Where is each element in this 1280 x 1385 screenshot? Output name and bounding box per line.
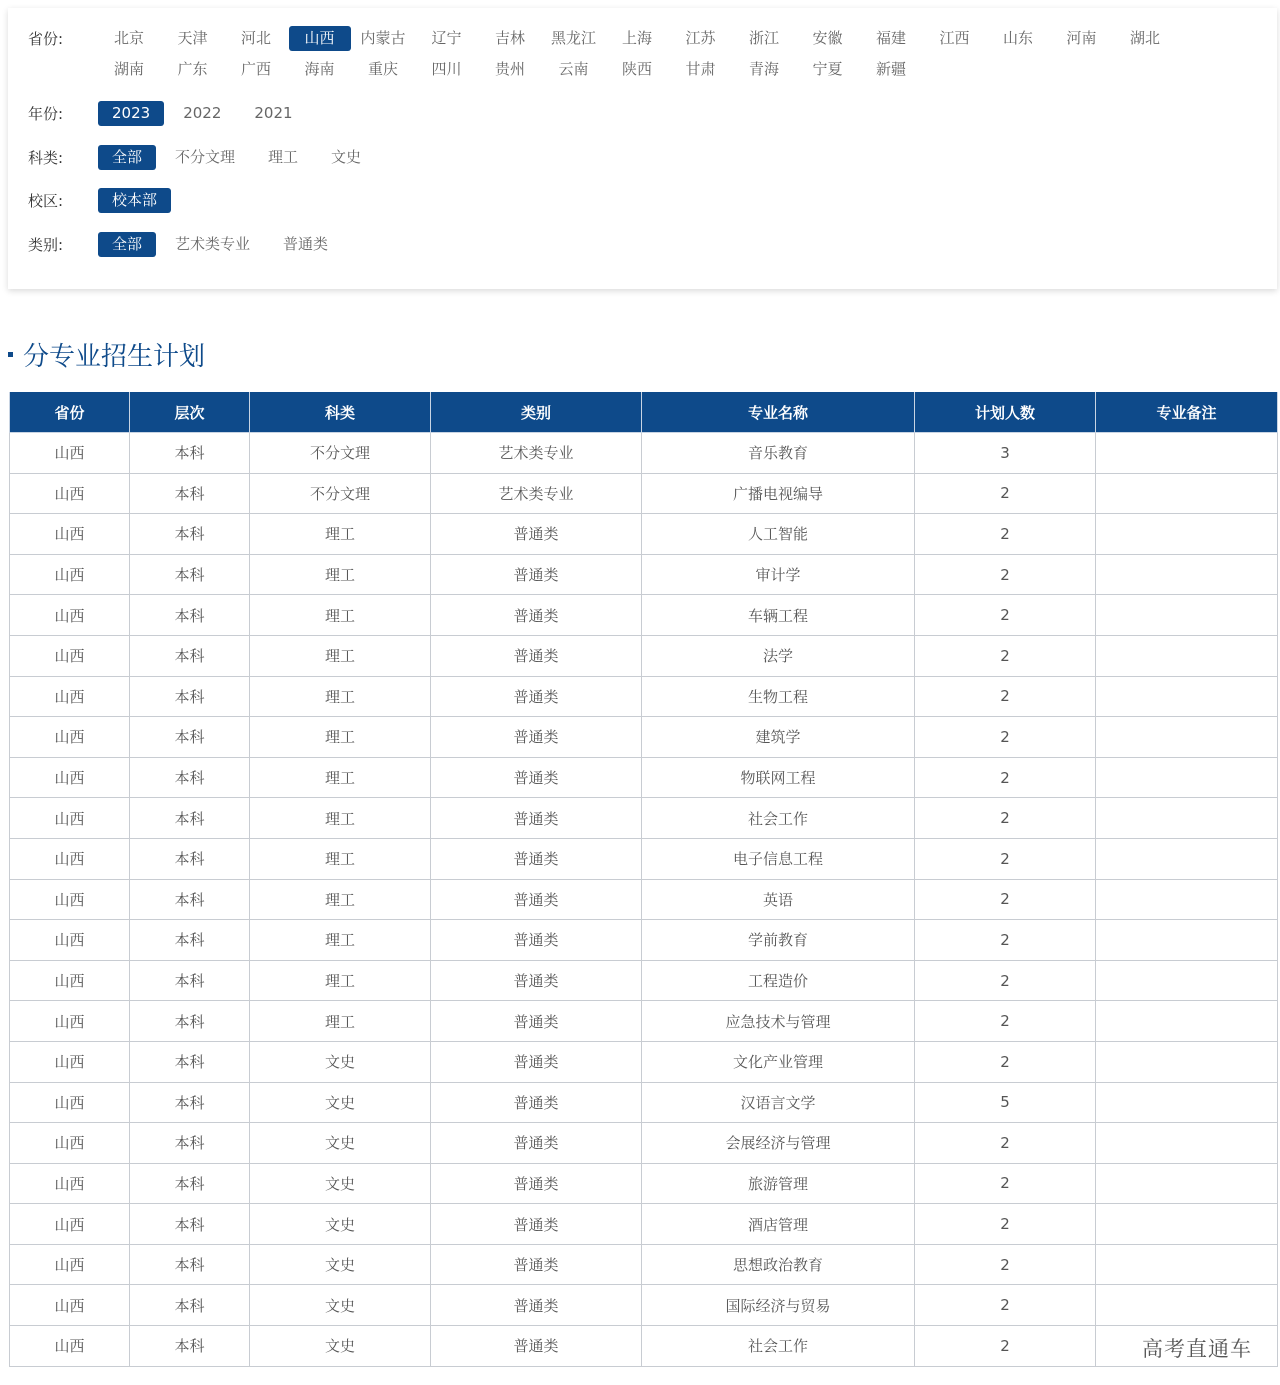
cell-level: 本科	[130, 1082, 250, 1123]
cell-major: 英语	[642, 879, 915, 920]
header-subject: 科类	[250, 392, 431, 433]
cell-subject: 文史	[250, 1285, 431, 1326]
cell-level: 本科	[130, 1204, 250, 1245]
cell-major: 应急技术与管理	[642, 1001, 915, 1042]
cell-level: 本科	[130, 595, 250, 636]
cell-plan-count: 2	[915, 757, 1096, 798]
cell-subject: 理工	[250, 554, 431, 595]
cell-remark	[1096, 960, 1278, 1001]
cell-category: 普通类	[431, 879, 642, 920]
table-row	[10, 473, 1278, 514]
cell-remark	[1096, 676, 1278, 717]
table-row	[10, 554, 1278, 595]
cell-remark	[1096, 1244, 1278, 1285]
province-option[interactable]: 河南	[1066, 29, 1097, 47]
category-option[interactable]: 艺术类专业	[175, 235, 251, 253]
cell-subject: 文史	[250, 1244, 431, 1285]
cell-level: 本科	[130, 1326, 250, 1367]
cell-remark	[1096, 838, 1278, 879]
year-option[interactable]: 2023	[98, 101, 164, 126]
table-row	[10, 798, 1278, 839]
cell-province: 山西	[10, 920, 130, 961]
table-row	[10, 757, 1278, 798]
cell-remark	[1096, 1204, 1278, 1245]
cell-category: 普通类	[431, 1041, 642, 1082]
cell-plan-count: 2	[915, 920, 1096, 961]
cell-level: 本科	[130, 514, 250, 555]
table-row	[10, 960, 1278, 1001]
cell-province: 山西	[10, 433, 130, 474]
province-option[interactable]: 山东	[1002, 29, 1033, 47]
header-plan-count: 计划人数	[915, 392, 1096, 433]
cell-level: 本科	[130, 1123, 250, 1164]
cell-province: 山西	[10, 798, 130, 839]
province-option[interactable]: 青海	[748, 60, 779, 78]
province-option[interactable]: 江西	[939, 29, 970, 47]
cell-remark	[1096, 1082, 1278, 1123]
cell-remark	[1096, 757, 1278, 798]
cell-category: 普通类	[431, 595, 642, 636]
cell-province: 山西	[10, 635, 130, 676]
heading-marker	[8, 352, 13, 357]
cell-level: 本科	[130, 554, 250, 595]
header-major: 专业名称	[642, 392, 915, 433]
cell-category: 艺术类专业	[431, 473, 642, 514]
province-option[interactable]: 湖北	[1129, 29, 1160, 47]
cell-province: 山西	[10, 514, 130, 555]
province-option[interactable]: 新疆	[875, 60, 906, 78]
category-filter-label: 类别:	[28, 236, 64, 254]
province-option[interactable]: 山西	[289, 26, 351, 51]
cell-category: 艺术类专业	[431, 433, 642, 474]
province-options	[98, 26, 1237, 88]
cell-major: 生物工程	[642, 676, 915, 717]
header-category: 类别	[431, 392, 642, 433]
cell-category: 普通类	[431, 554, 642, 595]
cell-major: 国际经济与贸易	[642, 1285, 915, 1326]
cell-major: 车辆工程	[642, 595, 915, 636]
year-filter-label: 年份:	[28, 105, 64, 123]
table-row	[10, 920, 1278, 961]
cell-major: 物联网工程	[642, 757, 915, 798]
table-row	[10, 1123, 1278, 1164]
cell-province: 山西	[10, 1082, 130, 1123]
cell-category: 普通类	[431, 798, 642, 839]
cell-category: 普通类	[431, 635, 642, 676]
cell-province: 山西	[10, 757, 130, 798]
table-row	[10, 676, 1278, 717]
category-option[interactable]: 普通类	[283, 235, 329, 253]
cell-category: 普通类	[431, 514, 642, 555]
cell-plan-count: 2	[915, 514, 1096, 555]
cell-province: 山西	[10, 554, 130, 595]
cell-subject: 理工	[250, 595, 431, 636]
cell-province: 山西	[10, 1285, 130, 1326]
cell-major: 文化产业管理	[642, 1041, 915, 1082]
cell-subject: 理工	[250, 838, 431, 879]
year-option[interactable]: 2021	[254, 104, 293, 122]
cell-plan-count: 2	[915, 1163, 1096, 1204]
cell-major: 建筑学	[642, 717, 915, 758]
cell-level: 本科	[130, 1001, 250, 1042]
cell-plan-count: 2	[915, 838, 1096, 879]
cell-level: 本科	[130, 1244, 250, 1285]
cell-remark	[1096, 635, 1278, 676]
province-option[interactable]: 广西	[240, 60, 271, 78]
province-option[interactable]: 福建	[875, 29, 906, 47]
cell-level: 本科	[130, 1163, 250, 1204]
province-option[interactable]: 天津	[177, 29, 208, 47]
cell-remark	[1096, 1123, 1278, 1164]
cell-major: 审计学	[642, 554, 915, 595]
cell-province: 山西	[10, 1001, 130, 1042]
header-province: 省份	[10, 392, 130, 433]
cell-plan-count: 2	[915, 798, 1096, 839]
cell-level: 本科	[130, 676, 250, 717]
cell-province: 山西	[10, 1163, 130, 1204]
cell-category: 普通类	[431, 1001, 642, 1042]
table-row	[10, 1326, 1278, 1367]
cell-remark	[1096, 717, 1278, 758]
cell-plan-count: 2	[915, 717, 1096, 758]
header-remark: 专业备注	[1096, 392, 1278, 433]
cell-remark	[1096, 1285, 1278, 1326]
cell-level: 本科	[130, 960, 250, 1001]
province-option[interactable]: 黑龙江	[550, 29, 596, 47]
cell-subject: 文史	[250, 1163, 431, 1204]
cell-province: 山西	[10, 676, 130, 717]
province-option[interactable]: 江苏	[685, 29, 716, 47]
cell-major: 广播电视编导	[642, 473, 915, 514]
table-row	[10, 1041, 1278, 1082]
province-option[interactable]: 海南	[304, 60, 335, 78]
cell-subject: 理工	[250, 1001, 431, 1042]
table-row	[10, 635, 1278, 676]
year-options	[98, 101, 1237, 132]
cell-major: 汉语言文学	[642, 1082, 915, 1123]
cell-category: 普通类	[431, 1326, 642, 1367]
year-option[interactable]: 2022	[183, 104, 222, 122]
cell-major: 电子信息工程	[642, 838, 915, 879]
cell-remark	[1096, 920, 1278, 961]
province-option[interactable]: 广东	[177, 60, 208, 78]
cell-plan-count: 2	[915, 1123, 1096, 1164]
cell-plan-count: 2	[915, 1001, 1096, 1042]
cell-plan-count: 5	[915, 1082, 1096, 1123]
cell-province: 山西	[10, 1326, 130, 1367]
subject-option[interactable]: 理工	[268, 148, 299, 166]
subject-option[interactable]: 不分文理	[175, 148, 236, 166]
province-option[interactable]: 内蒙古	[360, 29, 406, 47]
cell-subject: 理工	[250, 717, 431, 758]
cell-remark	[1096, 514, 1278, 555]
table-row	[10, 433, 1278, 474]
cell-plan-count: 2	[915, 879, 1096, 920]
enrollment-plan-table	[9, 392, 1278, 1367]
cell-province: 山西	[10, 960, 130, 1001]
cell-major: 社会工作	[642, 798, 915, 839]
province-option[interactable]: 北京	[113, 29, 144, 47]
cell-subject: 理工	[250, 514, 431, 555]
cell-major: 法学	[642, 635, 915, 676]
cell-category: 普通类	[431, 1244, 642, 1285]
cell-province: 山西	[10, 879, 130, 920]
table-row	[10, 595, 1278, 636]
cell-level: 本科	[130, 635, 250, 676]
cell-remark	[1096, 1041, 1278, 1082]
table-row	[10, 1204, 1278, 1245]
category-option[interactable]: 全部	[98, 232, 156, 257]
cell-subject: 不分文理	[250, 473, 431, 514]
cell-province: 山西	[10, 473, 130, 514]
subject-option[interactable]: 文史	[331, 148, 362, 166]
province-option[interactable]: 重庆	[367, 60, 398, 78]
campus-options	[98, 188, 1237, 219]
table-row	[10, 838, 1278, 879]
cell-category: 普通类	[431, 676, 642, 717]
cell-major: 思想政治教育	[642, 1244, 915, 1285]
cell-level: 本科	[130, 1285, 250, 1326]
cell-subject: 文史	[250, 1204, 431, 1245]
cell-category: 普通类	[431, 960, 642, 1001]
cell-level: 本科	[130, 473, 250, 514]
cell-major: 社会工作	[642, 1326, 915, 1367]
cell-major: 人工智能	[642, 514, 915, 555]
cell-subject: 文史	[250, 1326, 431, 1367]
cell-major: 会展经济与管理	[642, 1123, 915, 1164]
cell-subject: 理工	[250, 757, 431, 798]
cell-category: 普通类	[431, 1204, 642, 1245]
cell-category: 普通类	[431, 717, 642, 758]
table-row	[10, 1001, 1278, 1042]
cell-level: 本科	[130, 433, 250, 474]
cell-province: 山西	[10, 1041, 130, 1082]
cell-remark	[1096, 1001, 1278, 1042]
cell-subject: 理工	[250, 960, 431, 1001]
cell-subject: 理工	[250, 676, 431, 717]
section-heading	[8, 336, 205, 373]
province-option[interactable]: 安徽	[812, 29, 843, 47]
cell-major: 旅游管理	[642, 1163, 915, 1204]
table-row	[10, 717, 1278, 758]
province-option[interactable]: 吉林	[494, 29, 525, 47]
cell-remark	[1096, 879, 1278, 920]
cell-plan-count: 2	[915, 960, 1096, 1001]
cell-category: 普通类	[431, 920, 642, 961]
province-option[interactable]: 陕西	[621, 60, 652, 78]
cell-plan-count: 2	[915, 554, 1096, 595]
cell-category: 普通类	[431, 1123, 642, 1164]
filter-panel	[8, 8, 1277, 289]
cell-level: 本科	[130, 920, 250, 961]
province-option[interactable]: 浙江	[748, 29, 779, 47]
province-option[interactable]: 云南	[558, 60, 589, 78]
cell-remark	[1096, 433, 1278, 474]
cell-subject: 文史	[250, 1123, 431, 1164]
cell-level: 本科	[130, 879, 250, 920]
cell-plan-count: 2	[915, 473, 1096, 514]
cell-level: 本科	[130, 717, 250, 758]
cell-plan-count: 2	[915, 1204, 1096, 1245]
cell-major: 音乐教育	[642, 433, 915, 474]
table-header-row	[10, 392, 1278, 433]
province-option[interactable]: 四川	[431, 60, 462, 78]
cell-category: 普通类	[431, 757, 642, 798]
cell-subject: 文史	[250, 1082, 431, 1123]
cell-remark	[1096, 554, 1278, 595]
cell-remark	[1096, 798, 1278, 839]
cell-plan-count: 2	[915, 595, 1096, 636]
section-title: 分专业招生计划	[23, 342, 206, 372]
subject-filter-label: 科类:	[28, 149, 64, 167]
province-option[interactable]: 辽宁	[431, 29, 462, 47]
cell-province: 山西	[10, 1244, 130, 1285]
cell-level: 本科	[130, 1041, 250, 1082]
table-body	[10, 433, 1278, 1367]
cell-plan-count: 2	[915, 676, 1096, 717]
table-row	[10, 1285, 1278, 1326]
cell-subject: 理工	[250, 798, 431, 839]
cell-plan-count: 2	[915, 1285, 1096, 1326]
subject-options	[98, 145, 1237, 176]
cell-plan-count: 2	[915, 1244, 1096, 1285]
table-row	[10, 514, 1278, 555]
cell-major: 酒店管理	[642, 1204, 915, 1245]
cell-major: 学前教育	[642, 920, 915, 961]
province-option[interactable]: 贵州	[494, 60, 525, 78]
cell-remark	[1096, 1163, 1278, 1204]
cell-province: 山西	[10, 1123, 130, 1164]
cell-province: 山西	[10, 838, 130, 879]
cell-category: 普通类	[431, 1082, 642, 1123]
province-option[interactable]: 湖南	[113, 60, 144, 78]
watermark: 高考直通车	[1142, 1337, 1252, 1361]
cell-major: 工程造价	[642, 960, 915, 1001]
cell-level: 本科	[130, 757, 250, 798]
cell-plan-count: 2	[915, 1326, 1096, 1367]
province-option[interactable]: 甘肃	[685, 60, 716, 78]
table-row	[10, 879, 1278, 920]
province-option[interactable]: 河北	[240, 29, 271, 47]
cell-subject: 文史	[250, 1041, 431, 1082]
cell-level: 本科	[130, 798, 250, 839]
province-option[interactable]: 宁夏	[812, 60, 843, 78]
cell-plan-count: 2	[915, 635, 1096, 676]
cell-province: 山西	[10, 595, 130, 636]
province-option[interactable]: 上海	[621, 29, 652, 47]
category-options	[98, 232, 1237, 263]
subject-option[interactable]: 全部	[98, 145, 156, 170]
cell-subject: 不分文理	[250, 433, 431, 474]
cell-subject: 理工	[250, 879, 431, 920]
cell-level: 本科	[130, 838, 250, 879]
cell-remark	[1096, 595, 1278, 636]
cell-province: 山西	[10, 717, 130, 758]
cell-category: 普通类	[431, 838, 642, 879]
table-row	[10, 1163, 1278, 1204]
cell-category: 普通类	[431, 1285, 642, 1326]
cell-plan-count: 2	[915, 1041, 1096, 1082]
province-filter-label: 省份:	[28, 30, 64, 48]
table-row	[10, 1082, 1278, 1123]
campus-option[interactable]: 校本部	[98, 188, 171, 213]
cell-plan-count: 3	[915, 433, 1096, 474]
cell-subject: 理工	[250, 920, 431, 961]
cell-subject: 理工	[250, 635, 431, 676]
cell-category: 普通类	[431, 1163, 642, 1204]
cell-province: 山西	[10, 1204, 130, 1245]
header-level: 层次	[130, 392, 250, 433]
table-row	[10, 1244, 1278, 1285]
cell-remark	[1096, 473, 1278, 514]
campus-filter-label: 校区:	[28, 192, 64, 210]
